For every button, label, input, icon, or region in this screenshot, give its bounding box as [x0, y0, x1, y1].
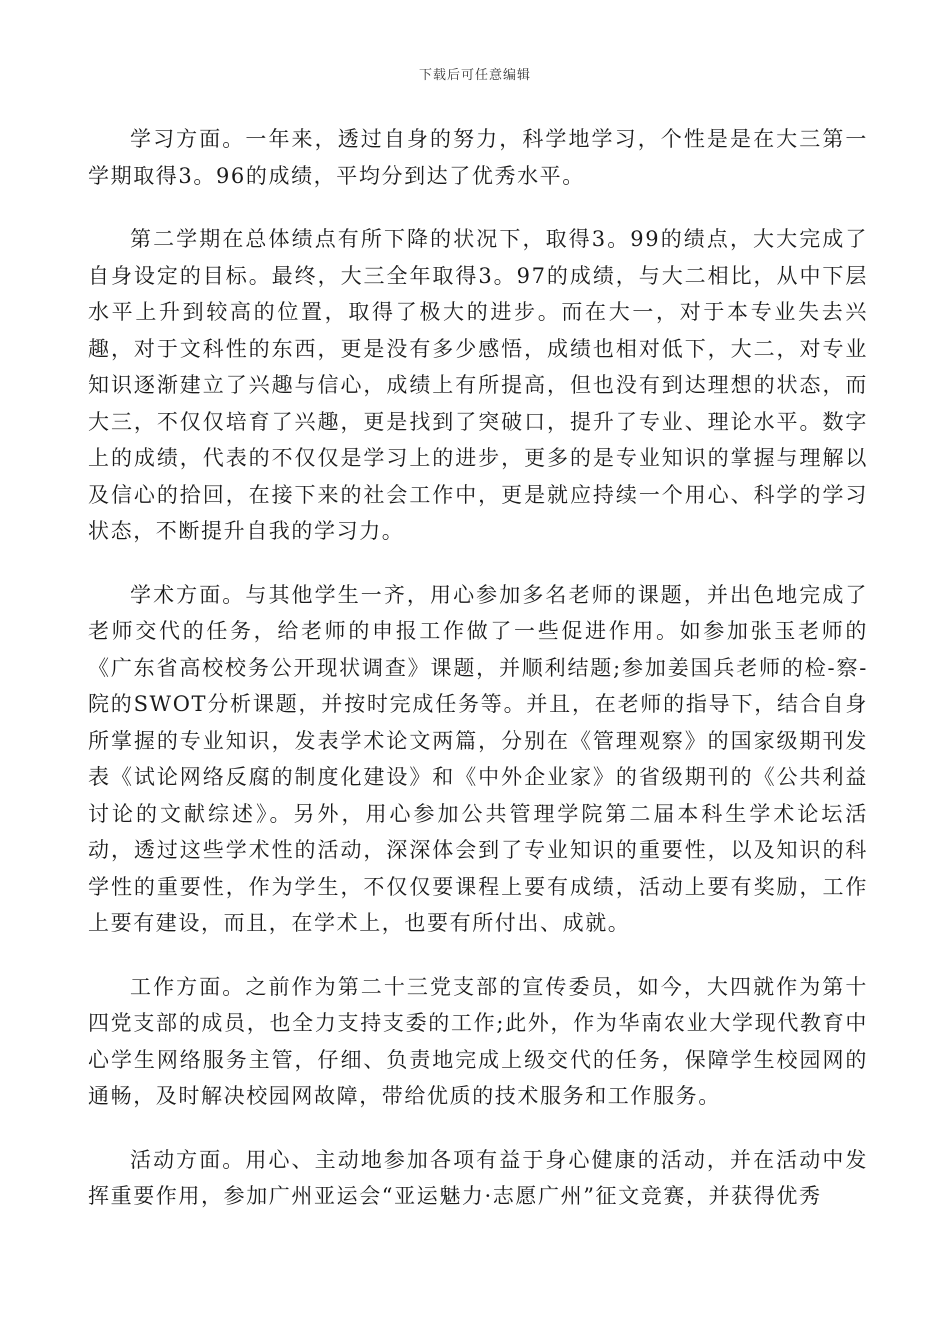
paragraph-work: 工作方面。之前作为第二十三党支部的宣传委员，如今，大四就作为第十四党支部的成员，也全力支持支委的工作;此外，作为华南农业大学现代教育中心学生网络服务主管，仔细、负责地完成上级交代的任务，保障学生校园网的通畅，及时解决校园网故障，带给优质的技术服务和工作服务。 [88, 974, 868, 1108]
page-header: 下载后可任意编辑 [418, 68, 531, 83]
paragraph-study: 学习方面。一年来，透过自身的努力，科学地学习，个性是是在大三第一学期取得3。96的成绩，平均分到达了优秀水平。 [88, 127, 868, 188]
paragraph-second-semester: 第二学期在总体绩点有所下降的状况下，取得3。99的绩点，大大完成了自身设定的目标。最终，大三全年取得3。97的成绩，与大二相比，从中下层水平上升到较高的位置，取得了极大的进步。而在大一，对于本专业失去兴趣，对于文科性的东西，更是没有多少感悟，成绩也相对低下，大二，对专业知识逐渐建立了兴趣与信心，成绩上有所提高，但也没有到达理想的状态，而大三，不仅仅培育了兴趣，更是找到了突破口，提升了专业、理论水平。数字上的成绩，代表的不仅仅是学习上的进步，更多的是专业知识的掌握与理解以及信心的拾回，在接下来的社会工作中，更是就应持续一个用心、科学的学习状态，不断提升自我的学习力。 [88, 227, 868, 543]
paragraph-academic: 学术方面。与其他学生一齐，用心参加多名老师的课题，并出色地完成了老师交代的任务，给老师的申报工作做了一些促进作用。如参加张玉老师的《广东省高校校务公开现状调查》课题，并顺利结题;参加姜国兵老师的检-察-院的SWOT分析课题，并按时完成任务等。并且，在老师的指导下，结合自身所掌握的专业知识，发表学术论文两篇，分别在《管理观察》的国家级期刊发表《试论网络反腐的制度化建设》和《中外企业家》的省级期刊的《公共利益讨论的文献综述》。另外，用心参加公共管理学院第二届本科生学术论坛活动，透过这些学术性的活动，深深体会到了专业知识的重要性，以及知识的科学性的重要性，作为学生，不仅仅要课程上要有成绩，活动上要有奖励，工作上要有建设，而且，在学术上，也要有所付出、成就。 [88, 582, 868, 935]
document-body [88, 121, 868, 1242]
paragraph-activities: 活动方面。用心、主动地参加各项有益于身心健康的活动，并在活动中发挥重要作用，参加广州亚运会“亚运魅力·志愿广州”征文竞赛，并获得优秀 [88, 1147, 868, 1208]
